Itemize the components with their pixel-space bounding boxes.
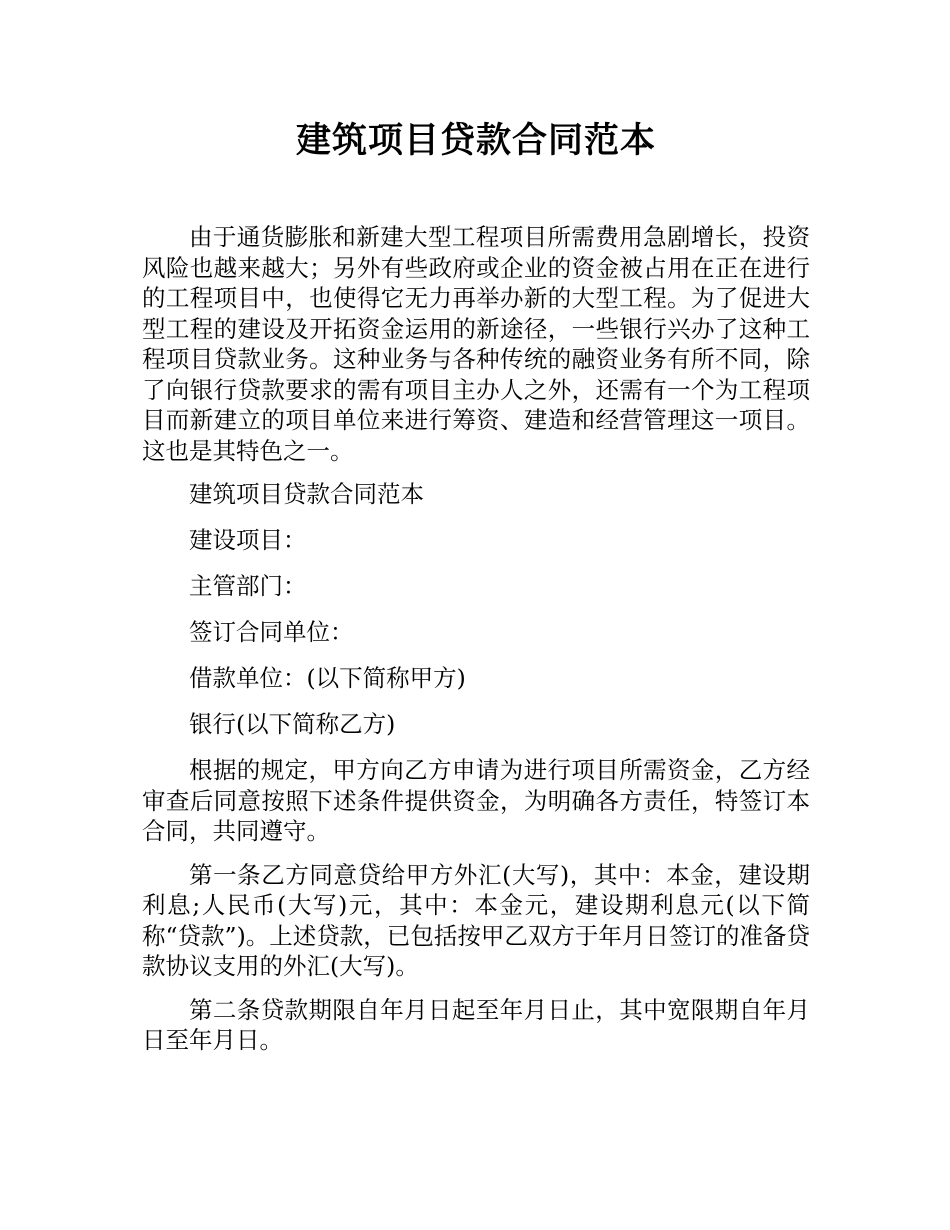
field-borrower: 借款单位：(以下简称甲方)	[189, 664, 466, 692]
contract-heading: 建筑项目贷款合同范本	[189, 480, 424, 508]
field-supervising-department: 主管部门：	[189, 572, 307, 600]
field-construction-project: 建设项目：	[189, 526, 307, 554]
field-bank: 银行(以下简称乙方)	[189, 710, 396, 738]
field-contracting-unit: 签订合同单位：	[189, 618, 354, 646]
article-1-paragraph: 第一条乙方同意贷给甲方外汇(大写)，其中：本金，建设期利息;人民币(大写)元，其中：本金元，建设期利息元(以下简称“贷款”)。上述贷款，已包括按甲乙双方于年月日签订的准备贷款协议支用的外汇(大写)。	[142, 860, 810, 980]
intro-paragraph: 由于通货膨胀和新建大型工程项目所需费用急剧增长，投资风险也越来越大；另外有些政府或企业的资金被占用在正在进行的工程项目中，也使得它无力再举办新的大型工程。为了促进大型工程的建设及开拓资金运用的新途径，一些银行兴办了这种工程项目贷款业务。这种业务与各种传统的融资业务有所不同，除了向银行贷款要求的需有项目主办人之外，还需有一个为工程项目而新建立的项目单位来进行筹资、建造和经营管理这一项目。这也是其特色之一。	[142, 223, 810, 465]
document-title: 建筑项目贷款合同范本	[295, 121, 656, 161]
preamble-paragraph: 根据的规定，甲方向乙方申请为进行项目所需资金，乙方经审查后同意按照下述条件提供资金，为明确各方责任，特签订本合同，共同遵守。	[142, 756, 810, 845]
article-2-paragraph: 第二条贷款期限自年月日起至年月日止，其中宽限期自年月日至年月日。	[142, 995, 810, 1054]
document-page	[142, 118, 810, 1069]
